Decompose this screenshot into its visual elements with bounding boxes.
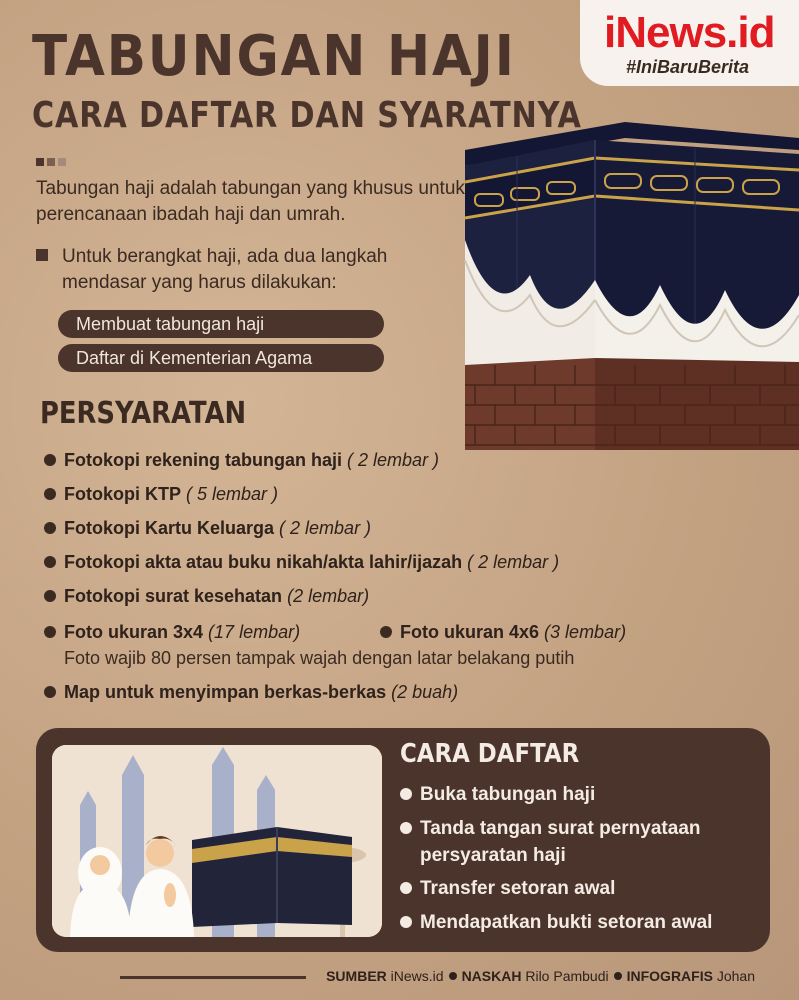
page-subtitle: CARA DAFTAR DAN SYARATNYA <box>32 95 582 136</box>
requirement-item: Foto ukuran 4x6 (3 lembar) <box>380 620 626 644</box>
bullet-icon <box>44 454 56 466</box>
requirements-heading: PERSYARATAN <box>40 396 247 431</box>
page-title: TABUNGAN HAJI <box>32 24 516 89</box>
photo-note: Foto wajib 80 persen tampak wajah dengan latar belakang putih <box>64 648 575 668</box>
requirement-item: Fotokopi Kartu Keluarga ( 2 lembar ) <box>44 516 371 540</box>
bullet-icon <box>400 788 412 800</box>
requirement-item: Foto ukuran 3x4 (17 lembar) <box>44 620 300 644</box>
credits-footer: SUMBER iNews.id NASKAH Rilo Pambudi INFOGRAFIS Johan <box>326 968 755 984</box>
bullet-icon <box>44 556 56 568</box>
bullet-icon <box>400 916 412 928</box>
brand-tagline: #IniBaruBerita <box>626 57 750 77</box>
brand-logo[interactable]: iNews.id <box>604 8 775 57</box>
requirement-item: Fotokopi surat kesehatan (2 lembar) <box>44 584 369 608</box>
step-pill-2: Daftar di Kementerian Agama <box>58 344 384 372</box>
steps-lead-text: Untuk berangkat haji, ada dua langkah mendasar yang harus dilakukan: <box>62 246 388 293</box>
bullet-icon <box>380 626 392 638</box>
requirement-item: Fotokopi akta atau buku nikah/akta lahir/ijazah ( 2 lembar ) <box>44 550 559 574</box>
separator-dot-icon <box>614 972 622 980</box>
pilgrims-illustration <box>52 745 382 937</box>
requirement-item: Map untuk menyimpan berkas-berkas (2 buah) <box>44 680 458 704</box>
bullet-icon <box>44 590 56 602</box>
square-bullet-icon <box>36 249 48 261</box>
bullet-icon <box>44 522 56 534</box>
step-pill-1: Membuat tabungan haji <box>58 310 384 338</box>
kaaba-illustration <box>455 110 799 450</box>
bullet-icon <box>44 686 56 698</box>
bullet-icon <box>44 488 56 500</box>
bullet-icon <box>400 882 412 894</box>
decorative-squares <box>36 158 66 166</box>
requirement-item: Fotokopi KTP ( 5 lembar ) <box>44 482 278 506</box>
intro-text: Tabungan haji adalah tabungan yang khusus untuk perencanaan ibadah haji dan umrah. <box>36 178 465 225</box>
bullet-icon <box>44 626 56 638</box>
cara-daftar-item: Tanda tangan surat pernyataan <box>400 816 701 842</box>
cara-daftar-item: Transfer setoran awal <box>400 876 615 902</box>
cara-daftar-item: Buka tabungan haji <box>400 782 595 808</box>
cara-daftar-item-continued: persyaratan haji <box>420 845 566 866</box>
bullet-icon <box>400 822 412 834</box>
steps-lead <box>36 244 476 296</box>
separator-dot-icon <box>449 972 457 980</box>
footer-rule <box>120 976 306 979</box>
cara-daftar-heading: CARA DAFTAR <box>400 739 580 769</box>
requirement-item: Fotokopi rekening tabungan haji ( 2 lembar ) <box>44 448 439 472</box>
cara-daftar-item: Mendapatkan bukti setoran awal <box>400 910 712 936</box>
